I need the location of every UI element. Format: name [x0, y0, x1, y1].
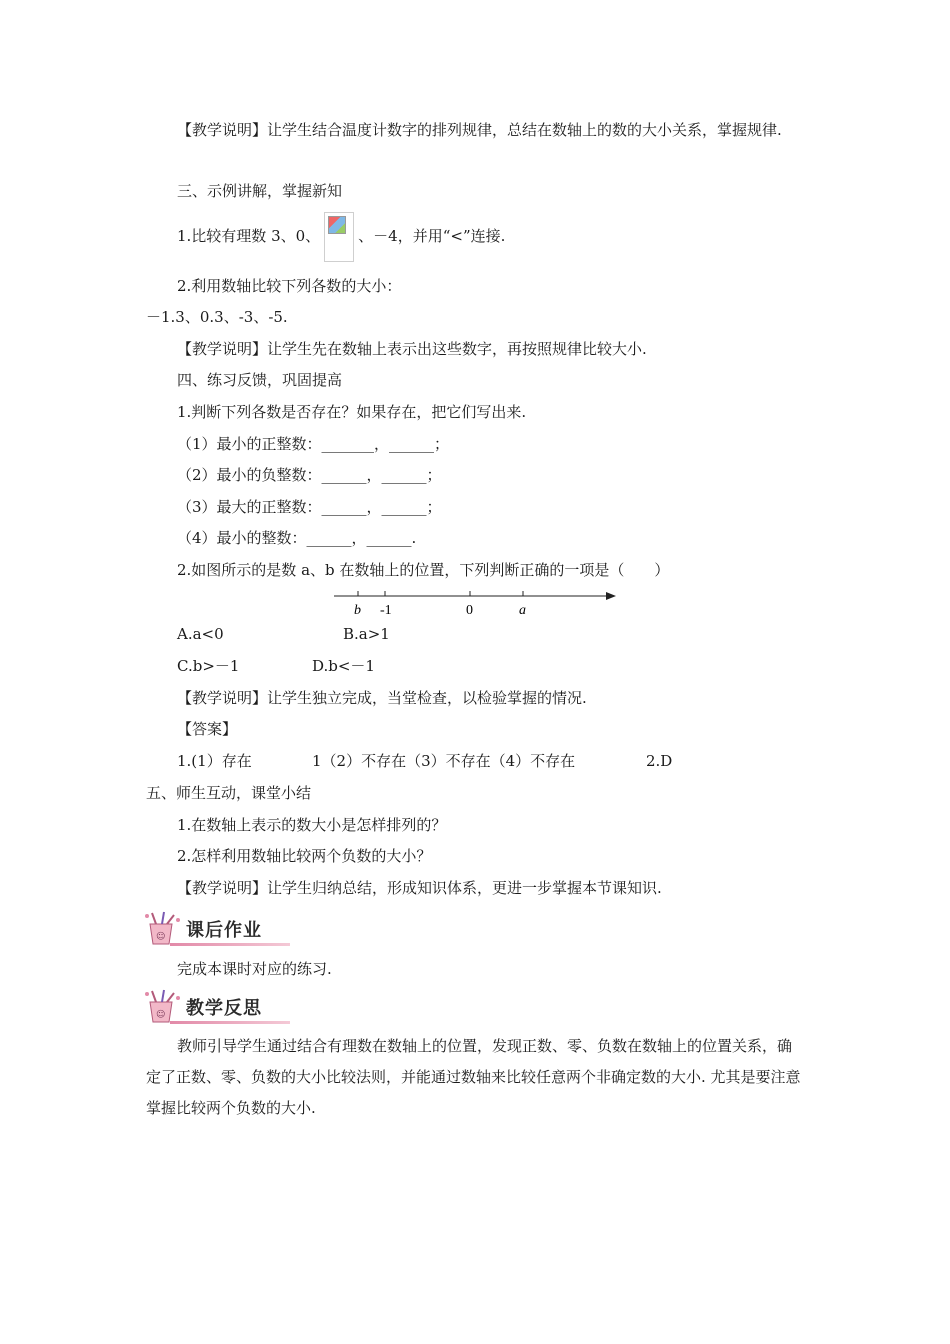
- number-line-arrow: [606, 592, 616, 600]
- label-b: b: [354, 603, 361, 618]
- teaching-note-2: 【教学说明】让学生先在数轴上表示出这些数字，再按照规律比较大小.: [177, 340, 647, 358]
- label-zero: 0: [466, 603, 473, 618]
- teaching-note-3: 【教学说明】让学生独立完成，当堂检查，以检验掌握的情况.: [177, 689, 587, 707]
- option-d: D.b<－1: [312, 657, 375, 675]
- example-1-text-b: 、－4，并用“<”连接.: [358, 227, 506, 245]
- example-1-text-a: 1.比较有理数 3、0、: [177, 227, 321, 245]
- label-neg1: -1: [380, 603, 392, 618]
- broken-image-icon: [324, 212, 354, 262]
- example-2: 2.利用数轴比较下列各数的大小：: [177, 277, 402, 295]
- number-line-figure: [330, 588, 620, 618]
- answer-1: 1.(1）存在: [177, 752, 252, 770]
- reflection-underline: [170, 1021, 290, 1024]
- homework-banner: [140, 910, 290, 948]
- option-c: C.b>－1: [177, 657, 240, 675]
- answer-2: 1（2）不存在（3）不存在（4）不存在: [312, 752, 576, 770]
- homework-text: 完成本课时对应的练习.: [177, 960, 332, 978]
- homework-underline: [170, 943, 290, 946]
- exercise-1-part-3: （3）最大的正整数：______，______；: [177, 498, 442, 516]
- example-2-numbers: －1.3、0.3、-3、-5.: [146, 308, 288, 326]
- section-four-heading: 四、练习反馈，巩固提高: [177, 371, 343, 389]
- exercise-2: 2.如图所示的是数 a、b 在数轴上的位置，下列判断正确的一项是（ ）: [177, 561, 670, 579]
- homework-title: 课后作业: [186, 920, 262, 941]
- pencil-cup-icon: [142, 910, 184, 946]
- option-b: B.a>1: [343, 625, 390, 643]
- teaching-note-1: 【教学说明】让学生结合温度计数字的排列规律，总结在数轴上的数的大小关系，掌握规律.: [177, 121, 782, 139]
- exercise-1-part-2: （2）最小的负整数：______，______；: [177, 466, 442, 484]
- section-five-heading: 五、师生互动，课堂小结: [146, 784, 312, 802]
- pencil-cup-icon: [142, 988, 184, 1024]
- teaching-note-4: 【教学说明】让学生归纳总结，形成知识体系，更进一步掌握本节课知识.: [177, 879, 662, 897]
- example-1: [177, 212, 505, 262]
- label-a: a: [519, 603, 526, 618]
- answer-heading: 【答案】: [177, 720, 238, 738]
- exercise-1-part-1: （1）最小的正整数：_______，______；: [177, 435, 450, 453]
- option-a: A.a<0: [177, 625, 224, 643]
- exercise-1: 1.判断下列各数是否存在？如果存在，把它们写出来.: [177, 403, 527, 421]
- reflection-banner: [140, 988, 290, 1026]
- exercise-1-part-4: （4）最小的整数：______，______.: [177, 529, 417, 547]
- reflection-text: 教师引导学生通过结合有理数在数轴上的位置，发现正数、零、负数在数轴上的位置关系，确定了正数、零、负数的大小比较法则，并能通过数轴来比较任意两个非确定数的大小. 尤其是要注意掌握比较两个负数的大小.: [146, 1037, 801, 1117]
- reflection-title: 教学反思: [186, 998, 262, 1019]
- section-three-heading: 三、示例讲解，掌握新知: [177, 182, 343, 200]
- svg-text:☺: ☺: [156, 932, 166, 942]
- summary-question-1: 1.在数轴上表示的数大小是怎样排列的？: [177, 816, 447, 834]
- summary-question-2: 2.怎样利用数轴比较两个负数的大小？: [177, 847, 432, 865]
- answer-3: 2.D: [646, 752, 673, 770]
- svg-text:☺: ☺: [156, 1010, 166, 1020]
